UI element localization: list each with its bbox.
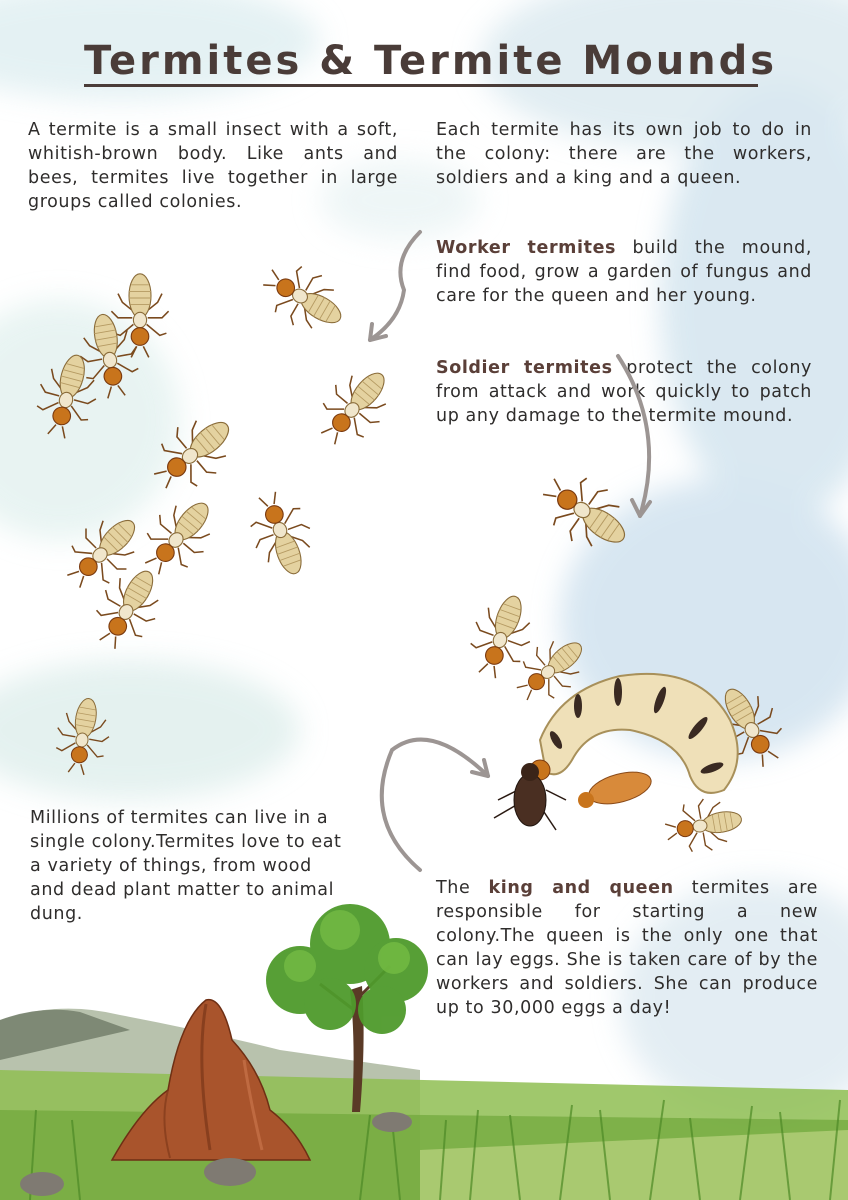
- attendant-termite-1: [460, 587, 542, 685]
- worker-text: build the mound, find food, grow a garden of fungus and care for the queen and her young.: [436, 238, 813, 306]
- worker-termite-4: [253, 253, 354, 344]
- worker-termite-6: [141, 402, 246, 504]
- arrow-to-soldier: [618, 356, 649, 516]
- page-title: Termites & Termite Mounds: [84, 38, 778, 84]
- king-queen-text: termites are responsible for starting a new colony.The queen is the only one that can lay eggs. She is taken care of by the workers and soldiers. She can produce up to 30,000 eggs a day!: [436, 878, 818, 1018]
- worker-termite-5: [306, 356, 404, 457]
- colony-paragraph: Millions of termites can live in a single colony.Termites love to eat a variety of things, from wood and dead plant matter to animal dung.: [30, 808, 342, 924]
- termite-mound: [112, 1000, 310, 1160]
- intro-paragraph: A termite is a small insect with a soft, whitish-brown body. Like ants and bees, termites live together in large groups called colonies.: [28, 120, 398, 212]
- soldier-text: protect the colony from attack and work quickly to patch up any damage to the termite mound.: [436, 358, 813, 426]
- jobs-paragraph: Each termite has its own job to do in the colony: there are the workers, soldiers and a king and a queen.: [436, 120, 812, 188]
- worker-termite-7: [240, 485, 322, 583]
- arrow-to-king: [382, 740, 488, 870]
- soldier-termite: [531, 461, 641, 564]
- worker-termite-11: [50, 694, 114, 778]
- attendant-termite-4: [662, 793, 746, 857]
- worker-termite-10: [83, 558, 174, 659]
- king-queen-heading: king and queen: [488, 878, 674, 898]
- arrow-to-worker: [370, 232, 420, 340]
- king-prefix: The: [436, 878, 489, 898]
- nymph-termite: [578, 766, 655, 810]
- soldier-heading: Soldier termites: [436, 358, 613, 378]
- worker-termite-3: [29, 348, 106, 444]
- worker-heading: Worker termites: [436, 238, 617, 258]
- acacia-tree: [266, 904, 428, 1112]
